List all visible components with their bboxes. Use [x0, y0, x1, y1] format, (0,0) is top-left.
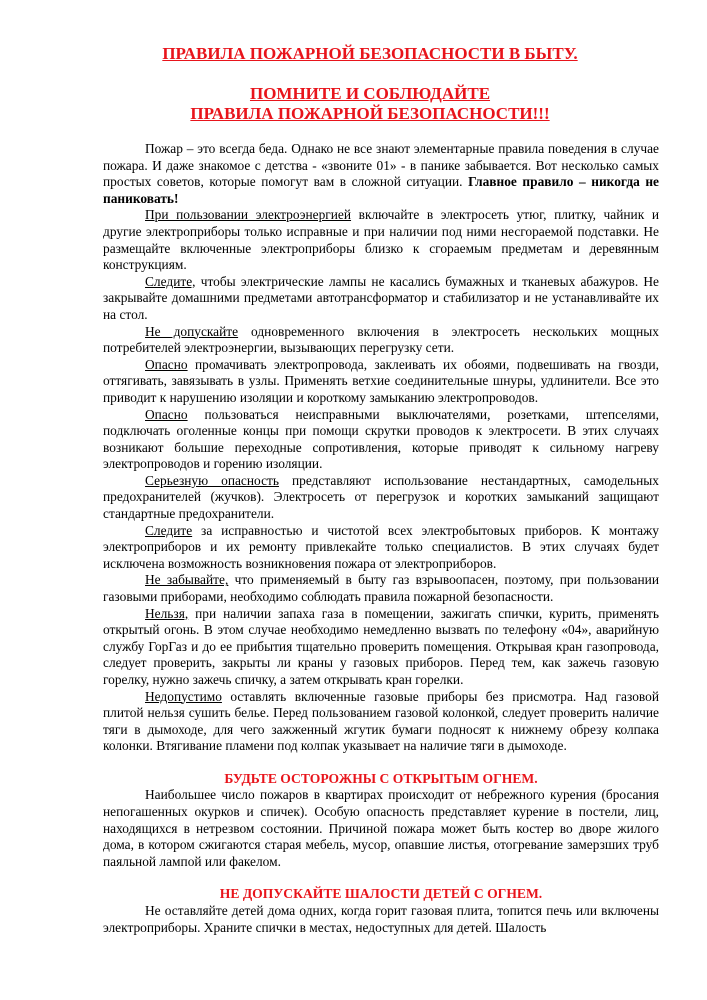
rule-lead: Нельзя,	[145, 605, 189, 621]
rule-paragraph	[103, 473, 659, 523]
intro-bold-rule: Главное правило – никогда не паниковать!	[103, 174, 660, 206]
document-subtitle	[81, 84, 659, 124]
rule-paragraph	[103, 324, 659, 357]
section-heading-children: НЕ ДОПУСКАЙТЕ ШАЛОСТИ ДЕТЕЙ С ОГНЕМ.	[219, 886, 543, 902]
rule-paragraph	[103, 689, 659, 755]
rule-text: за исправностью и чистотой всех электробытовых приборов. К монтажу электроприборов и их ремонту привлекайте только специалистов. В этих случаях будет исключена возможность возникновения пожара от электроприборов.	[103, 522, 659, 571]
document-body	[103, 141, 659, 936]
intro-text: Пожар – это всегда беда. Однако не все знают элементарные правила поведения в случае пожара. И даже знакомое с детства - «звоните 01» - в панике забывается. Вот несколько самых простых советов, которые помогут вам в сложной ситуации.	[103, 141, 659, 190]
rule-lead: Серьезную опасность	[145, 472, 279, 488]
rule-text: включайте в электросеть утюг, плитку, чайник и другие электроприборы только исправные и при наличии под ними несгораемой подставки. Не размещайте включенные электроприборы близко к сгораемым предметам и деревянным конструкциям.	[103, 207, 659, 273]
subtitle-line-2: ПРАВИЛА ПОЖАРНОЙ БЕЗОПАСНОСТИ!!!	[190, 104, 550, 123]
rule-lead: Следите	[145, 522, 193, 538]
rule-paragraph	[103, 523, 659, 573]
rule-paragraph	[103, 274, 659, 324]
section-paragraph-children: Не оставляйте детей дома одних, когда горит газовая плита, топится печь или включены электроприборы. Храните спички в местах, недоступных для детей. Шалость	[103, 902, 659, 935]
rule-lead: Не допускайте	[145, 323, 239, 339]
rule-lead: Опасно	[145, 406, 188, 422]
rule-text: одновременного включения в электросеть нескольких мощных потребителей электроэнергии, вызывающих перегрузку сети.	[103, 323, 659, 356]
rule-text: оставлять включенные газовые приборы без присмотра. Над газовой плитой нельзя сушить белье. Перед пользованием газовой колонкой, следует проверить наличие тяги в дымоходе, для чего зажженный жгутик бумаги подносят к нижнему обрезу колпака колонки. Втягивание пламени под колпак указывает на наличие тяги в дымоходе.	[103, 688, 659, 754]
rule-text: пользоваться неисправными выключателями, розетками, штепселями, подключать оголенные концы при помощи скрутки проводов к электросети. В этих случаях возникают большие переходные сопротивления, которые приводят к сильному нагреву электропроводов и горению изоляции.	[103, 406, 659, 472]
rule-lead: Опасно	[145, 356, 188, 372]
rule-lead: Не забывайте,	[145, 572, 229, 588]
intro-paragraph	[103, 141, 659, 207]
rule-lead: При пользовании электроэнергией	[145, 207, 352, 223]
rule-lead: Следите,	[145, 273, 196, 289]
subtitle-line-1: ПОМНИТЕ И СОБЛЮДАЙТЕ	[249, 84, 491, 103]
rule-paragraph	[103, 572, 659, 605]
rule-paragraph	[103, 207, 659, 273]
rule-paragraph	[103, 357, 659, 407]
section-paragraph-open-fire: Наибольшее число пожаров в квартирах происходит от небрежного курения (бросания непогашенных окурков и спичек). Особую опасность представляет курение в постели, лиц, находящихся в нетрезвом состоянии. Причиной пожара может быть костер во дворе жилого дома, в котором сжигаются старая мебель, мусор, опавшие листья, отогревание замерзших труб паяльной лампой или факелом.	[103, 787, 659, 869]
rule-text: чтобы электрические лампы не касались бумажных и тканевых абажуров. Не закрывайте домашними предметами автотрансформатор и стабилизатор и не устанавливайте их на стол.	[103, 273, 659, 322]
rule-text: при наличии запаха газа в помещении, зажигать спички, курить, применять открытый огонь. В этом случае необходимо немедленно вызвать по телефону «04», аварийную службу ГорГаз и до ее прибытия тщательно проверить помещения. Открывая кран газопровода, следует проверить, закрыты ли краны у газовых приборов. Перед тем, как зажечь газовую горелку, нужно зажечь спичку, а затем открывать кран горелки.	[103, 605, 659, 687]
rule-text: что применяемый в быту газ взрывоопасен, поэтому, при пользовании газовыми приборами, необходимо соблюдать правила пожарной безопасности.	[103, 572, 659, 605]
rule-text: представляют использование нестандартных, самодельных предохранителей (жучков). Электросеть от перегрузок и коротких замыканий защищают стандартные предохранители.	[103, 472, 659, 522]
rule-text: промачивать электропровода, заклеивать их обоями, подвешивать на гвозди, оттягивать, завязывать в узлы. Применять ветхие соединительные шнуры, удлинители. Все это приводит к нарушению изоляции и короткому замыканию электропроводов.	[103, 356, 659, 405]
rule-paragraph	[103, 606, 659, 689]
rule-paragraph	[103, 407, 659, 473]
section-heading-open-fire: БУДЬТЕ ОСТОРОЖНЫ С ОТКРЫТЫМ ОГНЕМ.	[224, 770, 538, 786]
document-title: ПРАВИЛА ПОЖАРНОЙ БЕЗОПАСНОСТИ В БЫТУ.	[162, 44, 578, 63]
rule-lead: Недопустимо	[145, 688, 222, 704]
